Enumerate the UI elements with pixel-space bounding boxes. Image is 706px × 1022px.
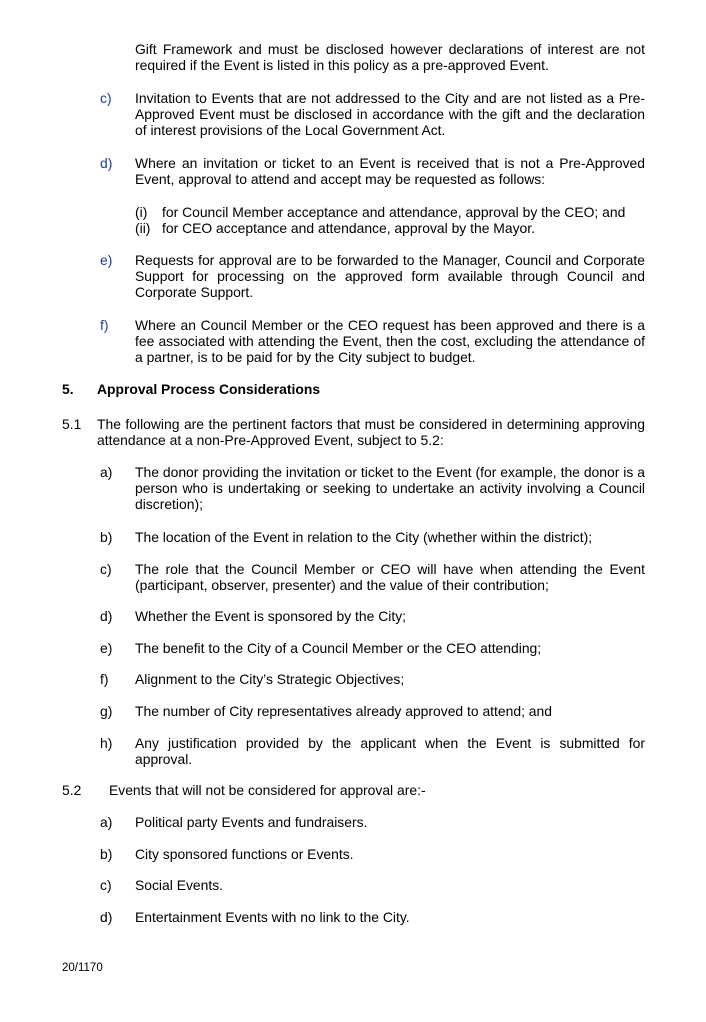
document-reference-footer: 20/1170 [62,962,103,974]
section-5-number: 5. [62,381,74,397]
clause-5-1-item-c-marker: c) [100,561,112,577]
clause-5-1-item-b-marker: b) [100,529,113,545]
clause-5-2-item-c-text: Social Events. [135,877,224,893]
sub-item-i-marker: (i) [135,204,148,220]
clause-5-1-item-d-marker: d) [100,608,113,624]
clause-5-1-item-f-marker: f) [100,671,109,687]
item-c-text: Invitation to Events that are not addressed to the City and are not listed as a Pre-Approved Event must be disclosed in accordance with the gift and the declaration of interest provisions of the Local Government Act. [135,90,645,138]
clause-5-1-item-a-marker: a) [100,464,113,480]
clause-5-1-item-f-text: Alignment to the City’s Strategic Objectives; [135,671,405,687]
item-d-text: Where an invitation or ticket to an Event is received that is not a Pre-Approved Event, approval to attend and accept may be requested as follows: [135,155,645,187]
item-e-marker: e) [100,252,113,268]
continuation-paragraph: Gift Framework and must be disclosed however declarations of interest are not required if the Event is listed in this policy as a pre-approved Event. [135,41,645,73]
clause-5-1-item-g-text: The number of City representatives already approved to attend; and [135,703,552,719]
clause-5-1-number: 5.1 [62,416,82,432]
clause-5-1-item-a-text: The donor providing the invitation or ticket to the Event (for example, the donor is a person who is undertaking or seeking to undertake an activity involving a Council discretion); [135,464,645,512]
clause-5-1-item-g-marker: g) [100,703,113,719]
clause-5-1-item-h-marker: h) [100,735,113,751]
item-c-marker: c) [100,90,112,106]
item-f-marker: f) [100,317,109,333]
clause-5-2-number: 5.2 [62,782,82,798]
clause-5-1-item-b-text: The location of the Event in relation to the City (whether within the district); [135,529,593,545]
clause-5-2-item-c-marker: c) [100,877,112,893]
clause-5-1-item-d-text: Whether the Event is sponsored by the City; [135,608,407,624]
sub-item-ii-marker: (ii) [135,220,151,236]
sub-item-ii-text: for CEO acceptance and attendance, approval by the Mayor. [162,220,535,236]
item-f-text: Where an Council Member or the CEO request has been approved and there is a fee associated with attending the Event, then the cost, excluding the attendance of a partner, is to be paid for by the City subject to budget. [135,317,645,365]
clause-5-2-text: Events that will not be considered for approval are:- [109,782,426,798]
clause-5-2-item-b-marker: b) [100,846,113,862]
sub-item-i-text: for Council Member acceptance and attendance, approval by the CEO; and [162,204,626,220]
clause-5-1-item-e-marker: e) [100,640,113,656]
clause-5-2-item-a-text: Political party Events and fundraisers. [135,814,368,830]
item-d-marker: d) [100,155,113,171]
clause-5-1-item-c-text: The role that the Council Member or CEO will have when attending the Event (participant, observer, presenter) and the value of their contribution; [135,561,645,593]
clause-5-1-item-h-text: Any justification provided by the applicant when the Event is submitted for approval. [135,735,645,767]
clause-5-2-item-b-text: City sponsored functions or Events. [135,846,354,862]
clause-5-1-item-e-text: The benefit to the City of a Council Member or the CEO attending; [135,640,542,656]
section-5-heading: Approval Process Considerations [97,381,321,397]
item-e-text: Requests for approval are to be forwarded to the Manager, Council and Corporate Support for processing on the approved form available through Council and Corporate Support. [135,252,645,300]
clause-5-1-text: The following are the pertinent factors that must be considered in determining approving attendance at a non-Pre-Approved Event, subject to 5.2: [97,416,645,448]
clause-5-2-item-d-text: Entertainment Events with no link to the City. [135,909,410,925]
clause-5-2-item-a-marker: a) [100,814,113,830]
clause-5-2-item-d-marker: d) [100,909,113,925]
